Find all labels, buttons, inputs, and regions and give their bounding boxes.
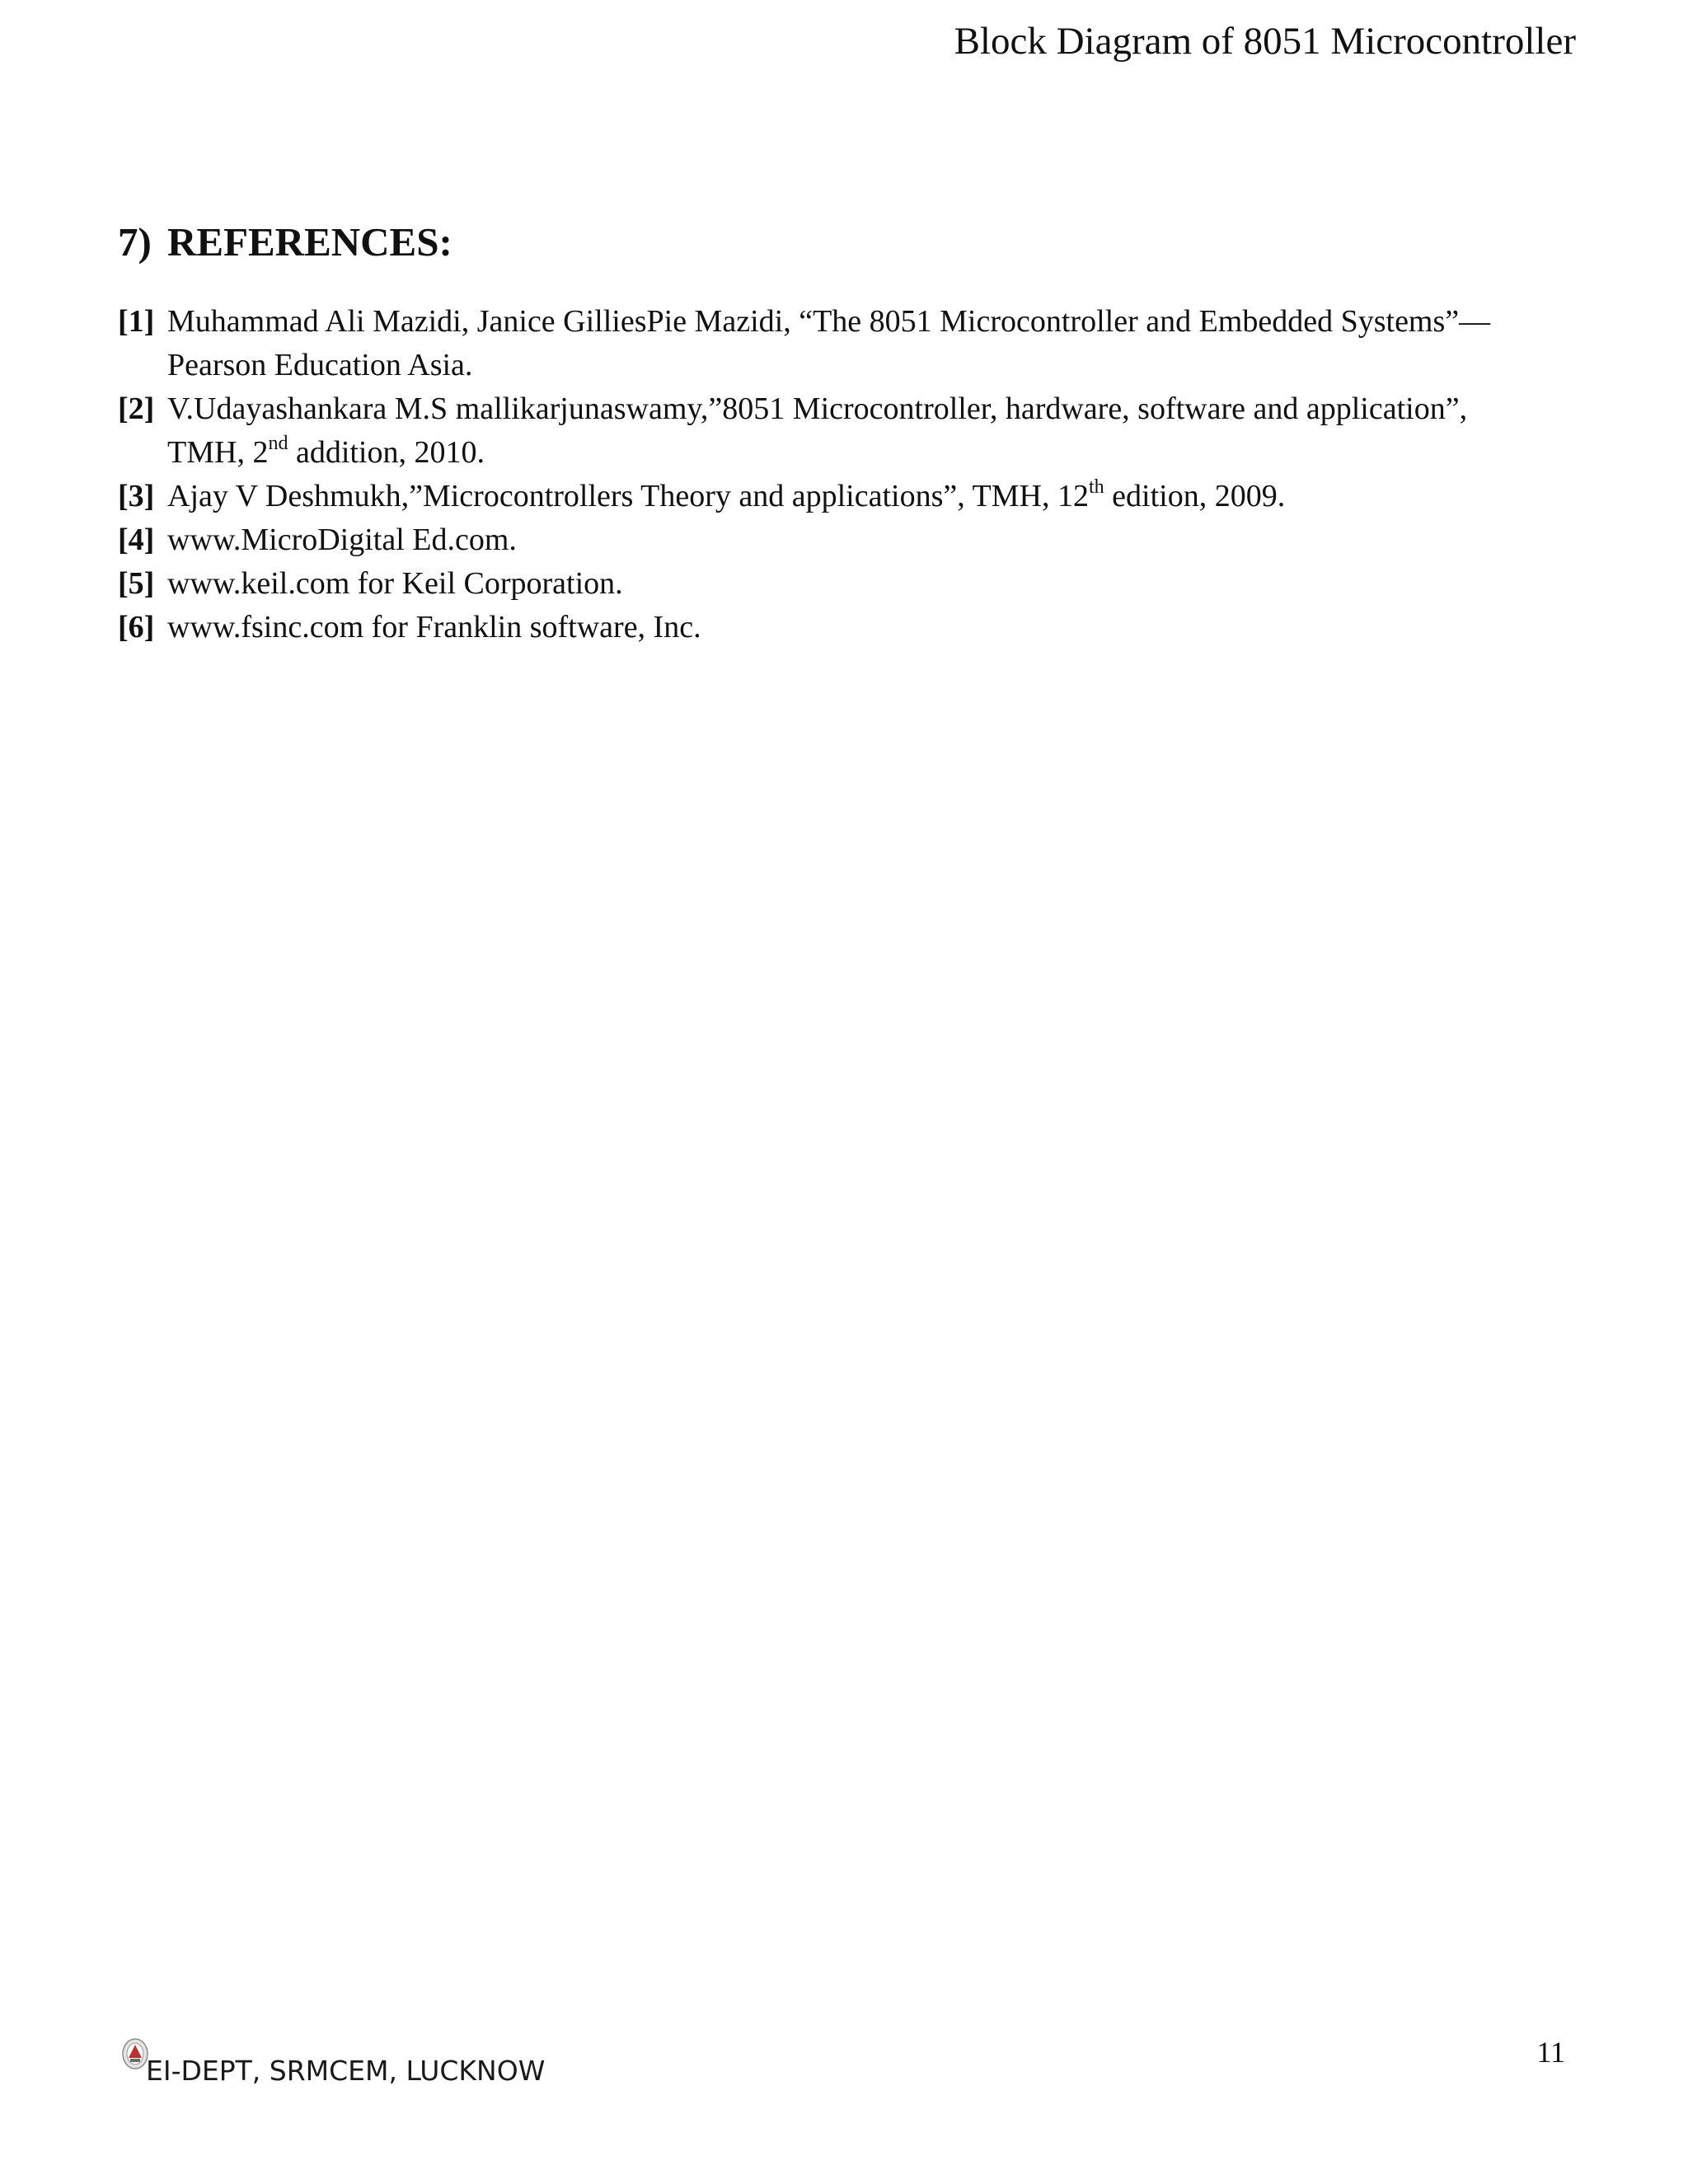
reference-marker: [3] [118, 479, 155, 513]
reference-item-6 [118, 606, 1577, 649]
reference-text [167, 300, 1577, 387]
reference-fragment: edition, 2009. [1104, 479, 1286, 513]
reference-text: www.keil.com for Keil Corporation. [167, 566, 623, 601]
reference-item-4 [118, 518, 1577, 562]
reference-item-3 [118, 475, 1577, 518]
reference-line: V.Udayashankara M.S mallikarjunaswamy,”8051 Microcontroller, hardware, software and application”, [167, 391, 1468, 426]
reference-text: www.MicroDigital Ed.com. [167, 523, 517, 557]
reference-fragment: addition, 2010. [288, 435, 485, 470]
reference-item-5 [118, 562, 1577, 606]
reference-text [167, 475, 1577, 518]
reference-list [118, 300, 1577, 649]
reference-line: Muhammad Ali Mazidi, Janice GilliesPie Mazidi, “The 8051 Microcontroller and Embedded Systems”— [167, 304, 1491, 339]
section-number: 7) [118, 219, 152, 265]
section-title: REFERENCES: [167, 219, 452, 265]
reference-marker: [2] [118, 391, 155, 426]
reference-line [167, 431, 1577, 475]
reference-marker: [1] [118, 304, 155, 339]
ordinal-superscript: nd [268, 433, 288, 454]
reference-text: www.fsinc.com for Franklin software, Inc. [167, 610, 701, 644]
references-section [118, 216, 1577, 649]
reference-text [167, 387, 1577, 475]
reference-fragment: Ajay V Deshmukh,”Microcontrollers Theory and applications”, TMH, 12 [167, 479, 1089, 513]
reference-marker: [5] [118, 566, 155, 601]
page-number: 11 [1536, 2036, 1565, 2069]
ordinal-superscript: th [1088, 476, 1104, 498]
section-heading [118, 216, 1577, 269]
running-header-title: Block Diagram of 8051 Microcontroller [954, 20, 1576, 63]
reference-line [167, 475, 1577, 518]
reference-item-1 [118, 300, 1577, 387]
reference-marker: [4] [118, 523, 155, 557]
reference-marker: [6] [118, 610, 155, 644]
footer-department: EI-DEPT, SRMCEM, LUCKNOW [146, 2055, 546, 2087]
reference-line: Pearson Education Asia. [167, 348, 473, 382]
reference-item-2 [118, 387, 1577, 475]
institute-logo-icon [121, 2037, 149, 2070]
reference-fragment: TMH, 2 [167, 435, 269, 470]
